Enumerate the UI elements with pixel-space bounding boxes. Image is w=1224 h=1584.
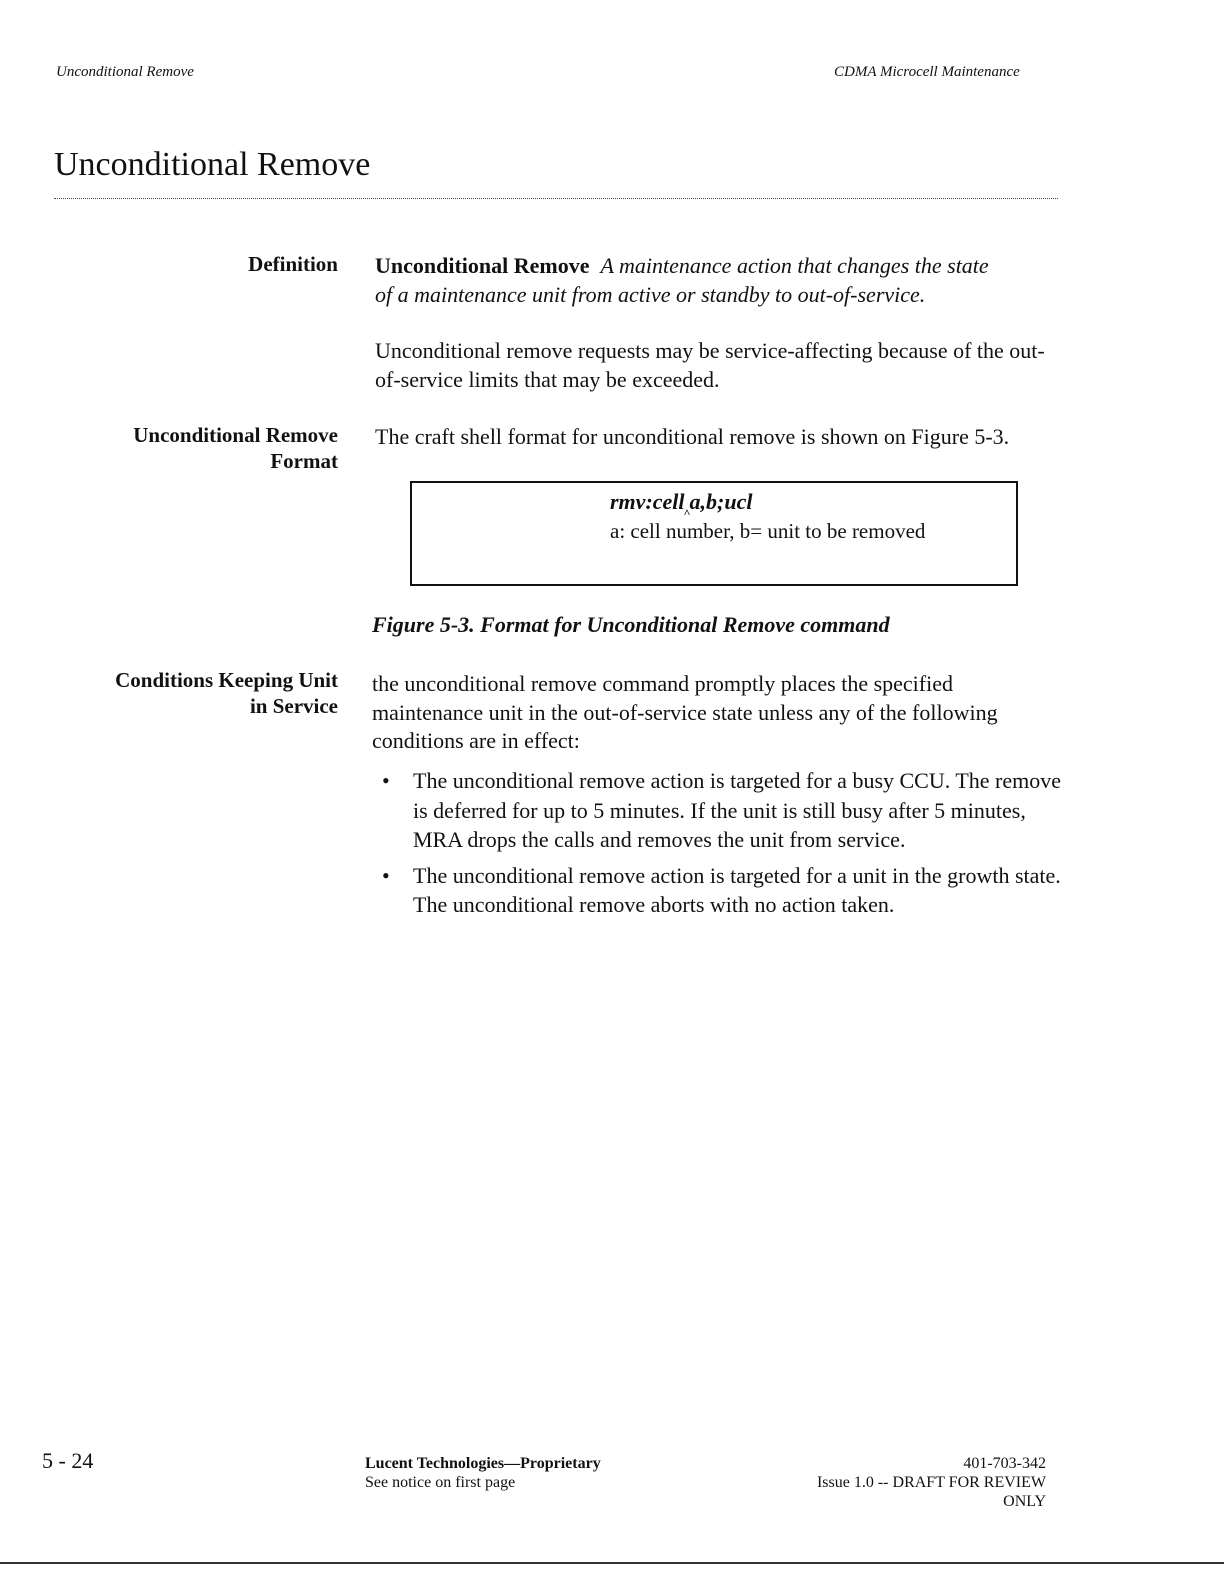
format-side-label-line1: Unconditional Remove [133, 423, 338, 447]
conditions-side-label-line1: Conditions Keeping Unit [115, 668, 338, 692]
footer-center [365, 1454, 601, 1492]
footer-issue-line1: Issue 1.0 -- DRAFT FOR REVIEW [816, 1474, 1046, 1491]
bullet-text: The unconditional remove action is targeted for a unit in the growth state. The unconditional remove aborts with no action taken. [413, 862, 1061, 917]
page-title: Unconditional Remove [54, 146, 371, 183]
list-item [372, 861, 1072, 920]
command-syntax-part2: a,b;ucl [689, 489, 753, 514]
definition-paragraph: Unconditional remove requests may be service-affecting because of the out-of-service limits that may be exceeded. [375, 338, 1045, 392]
footer-company: Lucent Technologies—Proprietary [365, 1455, 601, 1472]
command-description: a: cell number, b= unit to be removed [610, 519, 926, 543]
figure-caption: Figure 5-3. Format for Unconditional Remove command [372, 612, 890, 637]
list-item [372, 766, 1072, 855]
command-syntax-part1: rmv:cell [610, 489, 685, 514]
footer-doc-number: 401-703-342 [963, 1455, 1046, 1472]
running-header-right: CDMA Microcell Maintenance [834, 64, 1020, 80]
conditions-side-label [115, 667, 338, 719]
bottom-divider [0, 1562, 1224, 1564]
footer-right [817, 1454, 1046, 1511]
definition-line-2: of a maintenance unit from active or standby to out-of-service. [375, 281, 926, 307]
conditions-list [372, 766, 1072, 926]
footer-notice: See notice on first page [365, 1474, 516, 1491]
format-side-label [133, 422, 338, 474]
format-side-label-line2: Format [270, 449, 338, 473]
definition-side-label: Definition [248, 252, 338, 276]
definition-line-1: A maintenance action that changes the state [600, 253, 989, 278]
bullet-icon: • [382, 768, 390, 793]
format-intro-text: The craft shell format for unconditional remove is shown on Figure 5-3. [375, 424, 1010, 449]
definition-term: Unconditional Remove [375, 253, 590, 278]
footer-issue-line2: ONLY [1003, 1493, 1046, 1510]
running-header-left: Unconditional Remove [56, 64, 194, 80]
command-format-figure [410, 481, 1018, 586]
definition-text [375, 252, 1075, 309]
page-number: 5 - 24 [42, 1448, 94, 1473]
command-caret: ^ [683, 506, 691, 520]
bullet-icon: • [382, 862, 390, 888]
bullet-text: The unconditional remove action is targeted for a busy CCU. The remove is deferred for up to 5 minutes. If the unit is still busy after 5 minutes, MRA drops the calls and removes the unit from service. [413, 768, 1062, 852]
title-divider [54, 198, 1058, 199]
conditions-intro: the unconditional remove command promptly places the specified maintenance unit in the out-of-service state unless any of the following conditions are in effect: [372, 671, 998, 753]
conditions-side-label-line2: in Service [249, 694, 338, 718]
command-syntax [610, 489, 752, 521]
